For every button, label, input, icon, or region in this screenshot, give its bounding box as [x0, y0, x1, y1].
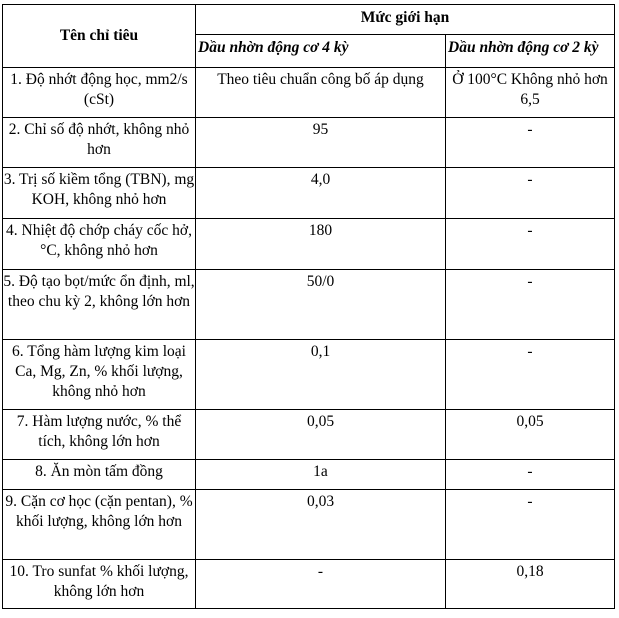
- criteria-cell: 7. Hàm lượng nước, % thể tích, không lớn hơn: [3, 410, 196, 460]
- table-row: [3, 340, 615, 410]
- criteria-cell: 6. Tổng hàm lượng kim loại Ca, Mg, Zn, % khối lượng, không nhỏ hơn: [3, 340, 196, 410]
- header-row-1: [3, 5, 615, 35]
- value-4-stroke: 0,1: [196, 340, 446, 410]
- value-2-stroke: Ở 100°C Không nhỏ hơn 6,5: [446, 68, 615, 118]
- value-4-stroke: 95: [196, 118, 446, 168]
- criteria-cell: 3. Trị số kiềm tổng (TBN), mg KOH, không nhỏ hơn: [3, 168, 196, 219]
- value-2-stroke: -: [446, 270, 615, 340]
- value-4-stroke: 0,03: [196, 490, 446, 560]
- value-2-stroke: 0,18: [446, 560, 615, 609]
- criteria-cell: 1. Độ nhớt động học, mm2/s (cSt): [3, 68, 196, 118]
- criteria-cell: 10. Tro sunfat % khối lượng, không lớn hơn: [3, 560, 196, 609]
- criteria-cell: 5. Độ tạo bọt/mức ổn định, ml, theo chu kỳ 2, không lớn hơn: [3, 270, 196, 340]
- value-4-stroke: 4,0: [196, 168, 446, 219]
- value-2-stroke: -: [446, 340, 615, 410]
- value-2-stroke: -: [446, 219, 615, 270]
- table-row: [3, 219, 615, 270]
- value-4-stroke: 50/0: [196, 270, 446, 340]
- header-2-stroke-oil: Dầu nhờn động cơ 2 kỳ: [446, 35, 615, 68]
- value-2-stroke: -: [446, 490, 615, 560]
- table-row: [3, 118, 615, 168]
- value-4-stroke: -: [196, 560, 446, 609]
- value-4-stroke: 0,05: [196, 410, 446, 460]
- criteria-cell: 4. Nhiệt độ chớp cháy cốc hở, °C, không nhỏ hơn: [3, 219, 196, 270]
- table-row: [3, 68, 615, 118]
- header-limit-group: Mức giới hạn: [196, 5, 615, 35]
- criteria-cell: 8. Ăn mòn tấm đồng: [3, 460, 196, 490]
- table-row: [3, 270, 615, 340]
- value-2-stroke: -: [446, 168, 615, 219]
- value-4-stroke: 180: [196, 219, 446, 270]
- header-criteria-name: Tên chỉ tiêu: [3, 5, 196, 68]
- value-2-stroke: 0,05: [446, 410, 615, 460]
- value-4-stroke: 1a: [196, 460, 446, 490]
- value-2-stroke: -: [446, 460, 615, 490]
- table-row: [3, 490, 615, 560]
- header-4-stroke-oil: Dầu nhờn động cơ 4 kỳ: [196, 35, 446, 68]
- value-2-stroke: -: [446, 118, 615, 168]
- criteria-cell: 2. Chỉ số độ nhớt, không nhỏ hơn: [3, 118, 196, 168]
- table-row: [3, 560, 615, 609]
- criteria-cell: 9. Cặn cơ học (cặn pentan), % khối lượng, không lớn hơn: [3, 490, 196, 560]
- table-row: [3, 460, 615, 490]
- table-row: [3, 168, 615, 219]
- spec-table: [2, 4, 615, 609]
- table-row: [3, 410, 615, 460]
- value-4-stroke: Theo tiêu chuẩn công bố áp dụng: [196, 68, 446, 118]
